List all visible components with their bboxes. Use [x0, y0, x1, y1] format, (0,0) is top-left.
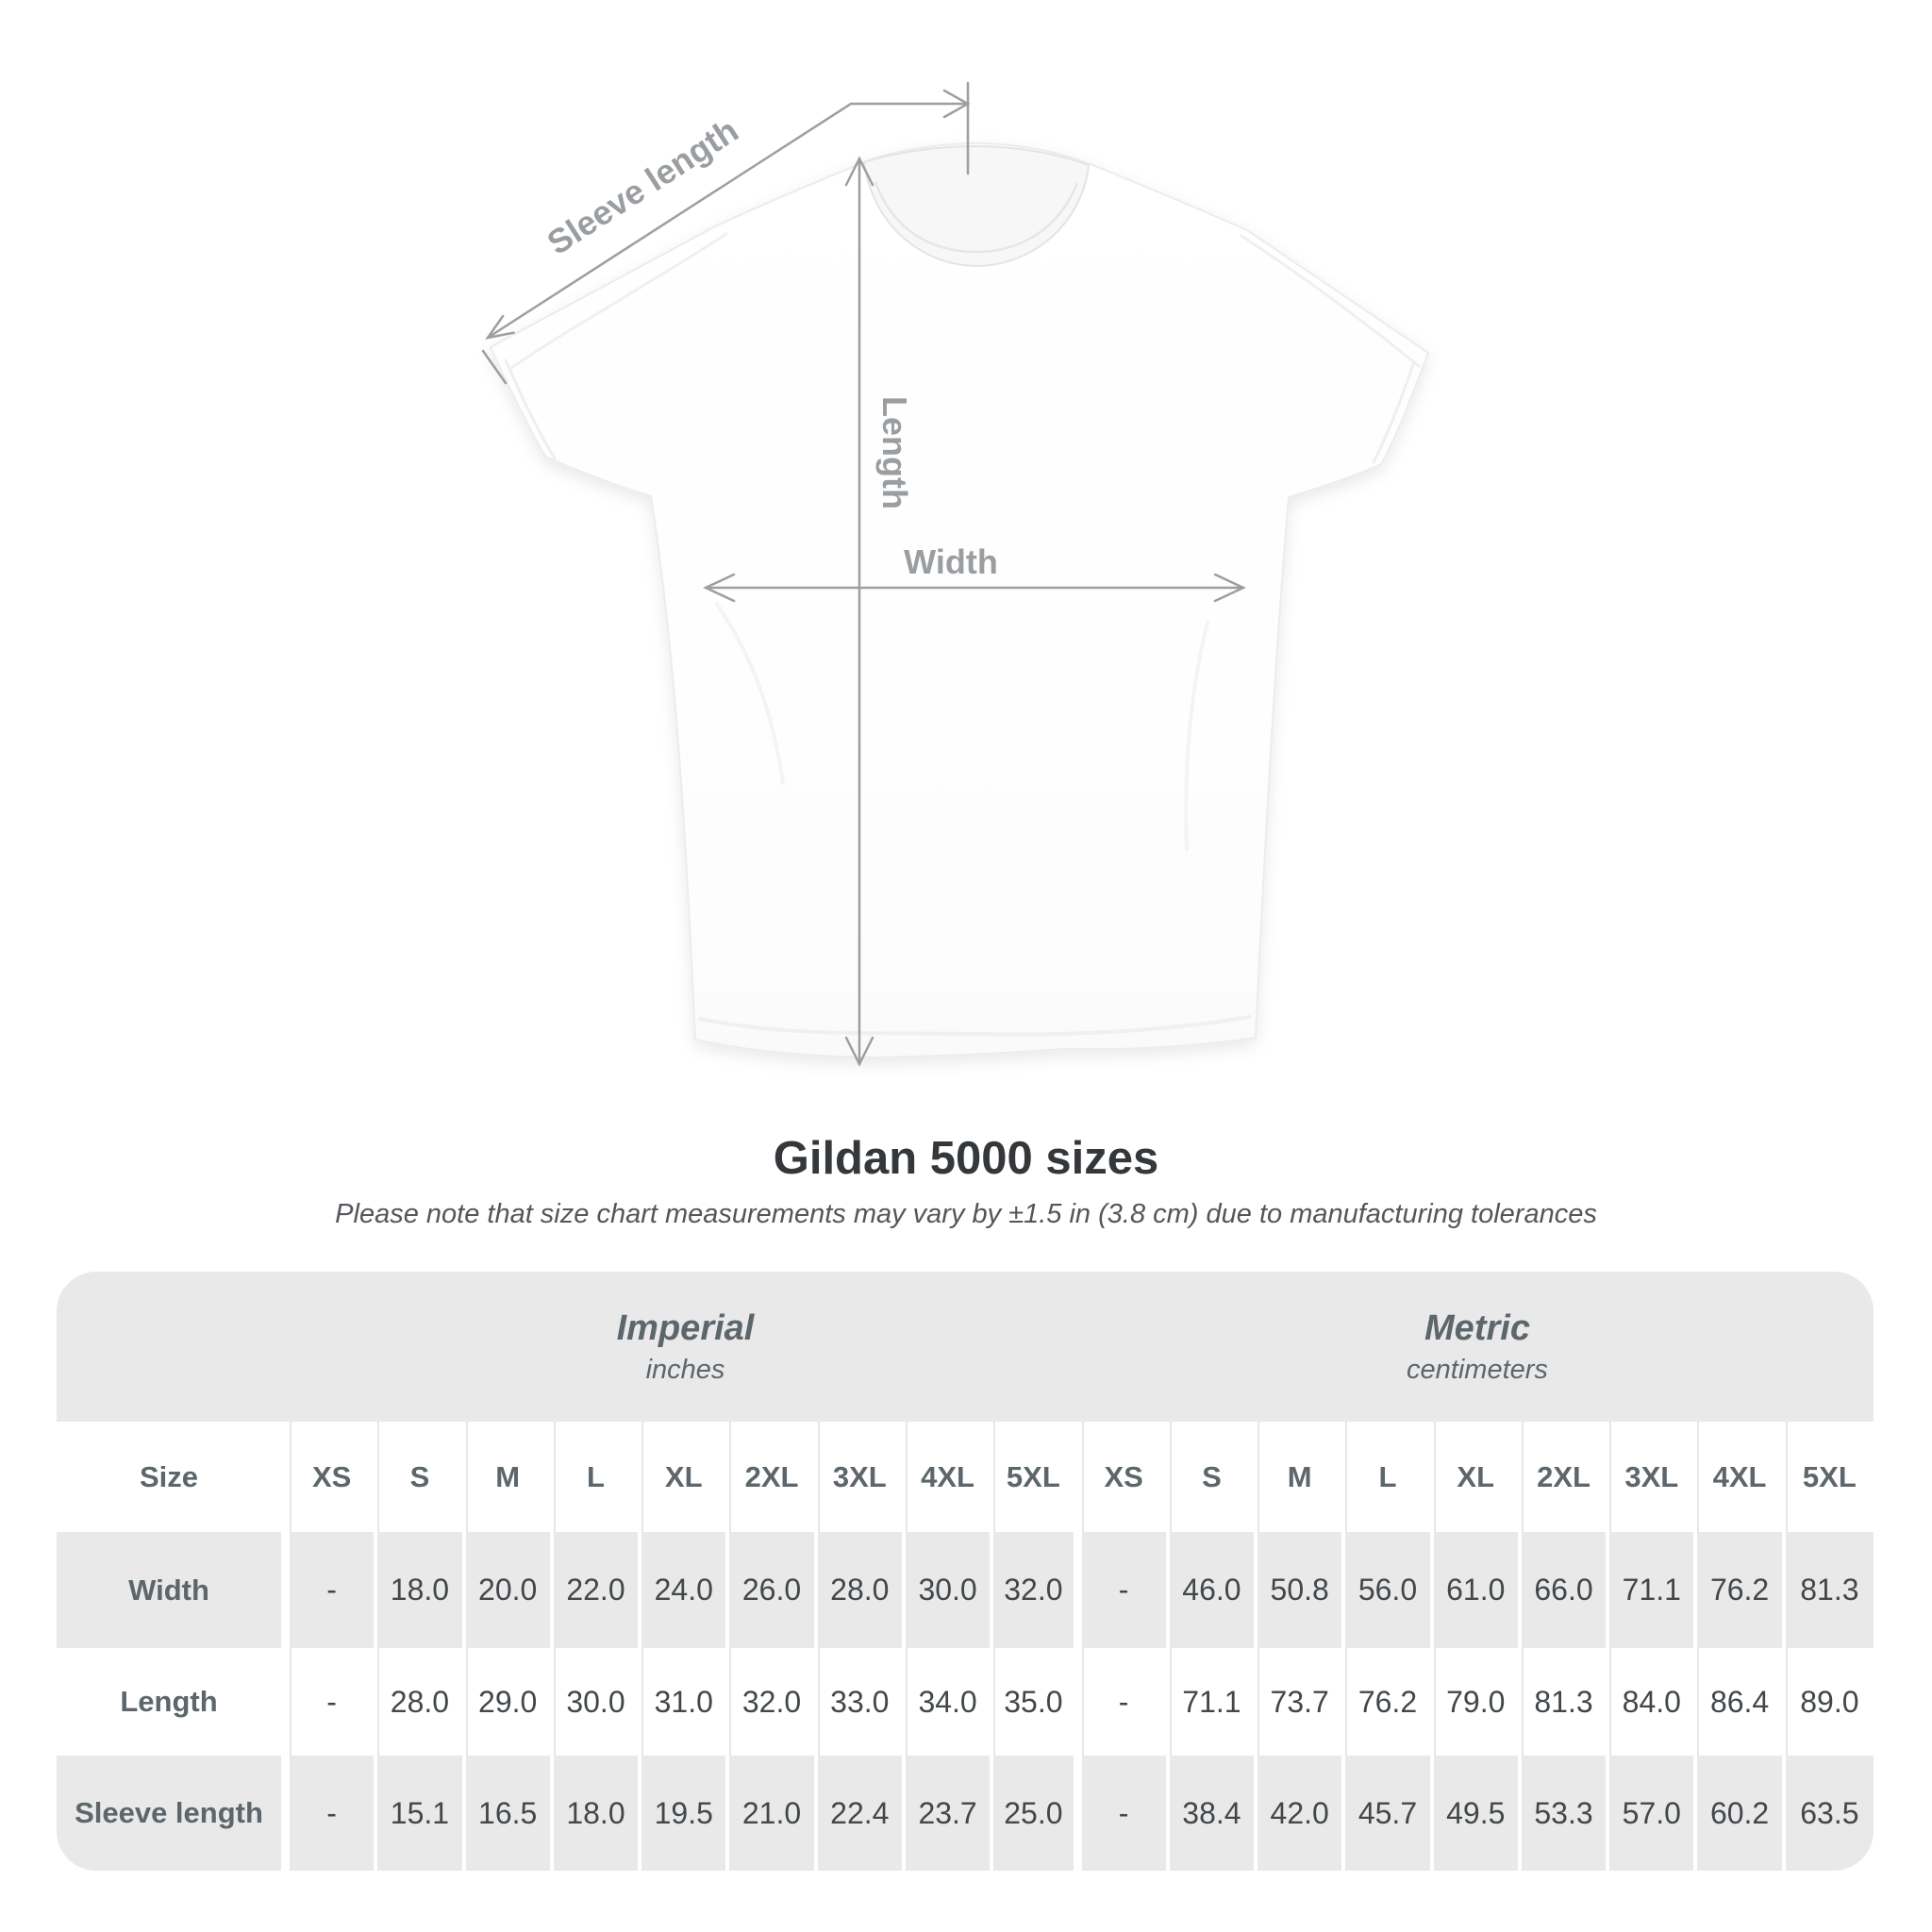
sleeve-length-value-cell: 19.5 — [641, 1756, 729, 1871]
size-header-cell: S — [1170, 1422, 1257, 1532]
width-value-cell: 28.0 — [818, 1532, 906, 1648]
width-value-cell: - — [290, 1532, 377, 1648]
sleeve-length-value-cell: 42.0 — [1257, 1756, 1345, 1871]
length-value-cell: 86.4 — [1697, 1648, 1785, 1756]
length-value-cell: 81.3 — [1522, 1648, 1609, 1756]
length-value-cell: - — [290, 1648, 377, 1756]
width-value-cell: 56.0 — [1345, 1532, 1433, 1648]
sleeve-length-label: Sleeve length — [540, 110, 745, 262]
size-header-cell: 3XL — [1609, 1422, 1697, 1532]
length-value-cell: 32.0 — [729, 1648, 817, 1756]
table-header-row — [57, 1422, 1874, 1532]
table-row-sleeve-length — [57, 1756, 1874, 1871]
unit-header-band — [57, 1272, 1874, 1422]
sleeve-length-value-cell: 38.4 — [1170, 1756, 1257, 1871]
length-value-cell: 30.0 — [554, 1648, 641, 1756]
table-row-width — [57, 1532, 1874, 1648]
size-header-cell: 2XL — [1522, 1422, 1609, 1532]
imperial-header — [290, 1272, 1081, 1422]
width-value-cell: 18.0 — [377, 1532, 465, 1648]
length-value-cell: 34.0 — [906, 1648, 993, 1756]
width-value-cell: 32.0 — [993, 1532, 1081, 1648]
table-row-length — [57, 1648, 1874, 1756]
sleeve-length-value-cell: - — [1082, 1756, 1170, 1871]
width-value-cell: 26.0 — [729, 1532, 817, 1648]
length-value-cell: 79.0 — [1434, 1648, 1522, 1756]
length-value-cell: 35.0 — [993, 1648, 1081, 1756]
size-header-cell: 4XL — [1697, 1422, 1785, 1532]
page-title: Gildan 5000 sizes — [773, 1133, 1159, 1184]
sleeve-length-value-cell: 49.5 — [1434, 1756, 1522, 1871]
length-value-cell: 33.0 — [818, 1648, 906, 1756]
width-value-cell: 30.0 — [906, 1532, 993, 1648]
size-header-cell: 3XL — [818, 1422, 906, 1532]
sleeve-length-value-cell: 21.0 — [729, 1756, 817, 1871]
size-header-cell: 4XL — [906, 1422, 993, 1532]
size-header-cell: XL — [641, 1422, 729, 1532]
width-value-cell: - — [1082, 1532, 1170, 1648]
row-label-length: Length — [57, 1648, 290, 1756]
width-value-cell: 71.1 — [1609, 1532, 1697, 1648]
size-header-cell: L — [1345, 1422, 1433, 1532]
width-value-cell: 66.0 — [1522, 1532, 1609, 1648]
sleeve-length-value-cell: 18.0 — [554, 1756, 641, 1871]
length-value-cell: 71.1 — [1170, 1648, 1257, 1756]
sleeve-length-value-cell: 23.7 — [906, 1756, 993, 1871]
width-value-cell: 22.0 — [554, 1532, 641, 1648]
width-value-cell: 24.0 — [641, 1532, 729, 1648]
length-value-cell: 84.0 — [1609, 1648, 1697, 1756]
size-header-cell: XL — [1434, 1422, 1522, 1532]
sleeve-length-value-cell: 57.0 — [1609, 1756, 1697, 1871]
length-value-cell: - — [1082, 1648, 1170, 1756]
length-value-cell: 28.0 — [377, 1648, 465, 1756]
row-label-sleeve-length: Sleeve length — [57, 1756, 290, 1871]
size-header-cell: S — [377, 1422, 465, 1532]
width-value-cell: 81.3 — [1800, 1573, 1859, 1607]
sleeve-length-value-cell: 25.0 — [993, 1756, 1081, 1871]
metric-header — [1081, 1272, 1874, 1422]
size-header-cell: XS — [290, 1422, 377, 1532]
size-column-header: Size — [57, 1422, 290, 1532]
width-value-cell: 76.2 — [1697, 1532, 1785, 1648]
length-value-cell: 31.0 — [641, 1648, 729, 1756]
width-value-cell: 20.0 — [466, 1532, 554, 1648]
length-value-cell: 73.7 — [1257, 1648, 1345, 1756]
size-header-cell: 5XL — [1786, 1422, 1874, 1532]
length-value-cell: 89.0 — [1786, 1648, 1874, 1756]
width-value-cell: 61.0 — [1434, 1532, 1522, 1648]
size-header-cell: M — [466, 1422, 554, 1532]
sleeve-length-value-cell: 15.1 — [377, 1756, 465, 1871]
length-label: Length — [875, 396, 914, 509]
width-value-cell: 50.8 — [1257, 1532, 1345, 1648]
row-label-width: Width — [57, 1532, 290, 1648]
sleeve-length-value-cell: 63.5 — [1800, 1795, 1859, 1830]
sleeve-length-value-cell: 16.5 — [466, 1756, 554, 1871]
imperial-label: Imperial — [616, 1307, 755, 1348]
width-value-cell: 46.0 — [1170, 1532, 1257, 1648]
metric-label: Metric — [1424, 1307, 1530, 1348]
page-subtitle: Please note that size chart measurements may vary by ±1.5 in (3.8 cm) due to manufacturing tolerances — [335, 1199, 1597, 1229]
length-value-cell: 76.2 — [1345, 1648, 1433, 1756]
size-header-cell: L — [554, 1422, 641, 1532]
metric-sublabel: centimeters — [1407, 1354, 1548, 1385]
size-header-cell: 2XL — [729, 1422, 817, 1532]
size-header-cell: 5XL — [993, 1422, 1081, 1532]
sleeve-length-value-cell: 53.3 — [1522, 1756, 1609, 1871]
imperial-sublabel: inches — [645, 1354, 725, 1385]
sleeve-length-value-cell: - — [290, 1756, 377, 1871]
size-table — [57, 1272, 1874, 1871]
sleeve-length-value-cell: 60.2 — [1697, 1756, 1785, 1871]
size-header-cell: M — [1257, 1422, 1345, 1532]
width-label: Width — [904, 542, 998, 581]
size-header-cell: XS — [1082, 1422, 1170, 1532]
tshirt-body — [491, 143, 1428, 1058]
sleeve-length-value-cell: 22.4 — [818, 1756, 906, 1871]
length-value-cell: 29.0 — [466, 1648, 554, 1756]
sleeve-length-value-cell: 45.7 — [1345, 1756, 1433, 1871]
